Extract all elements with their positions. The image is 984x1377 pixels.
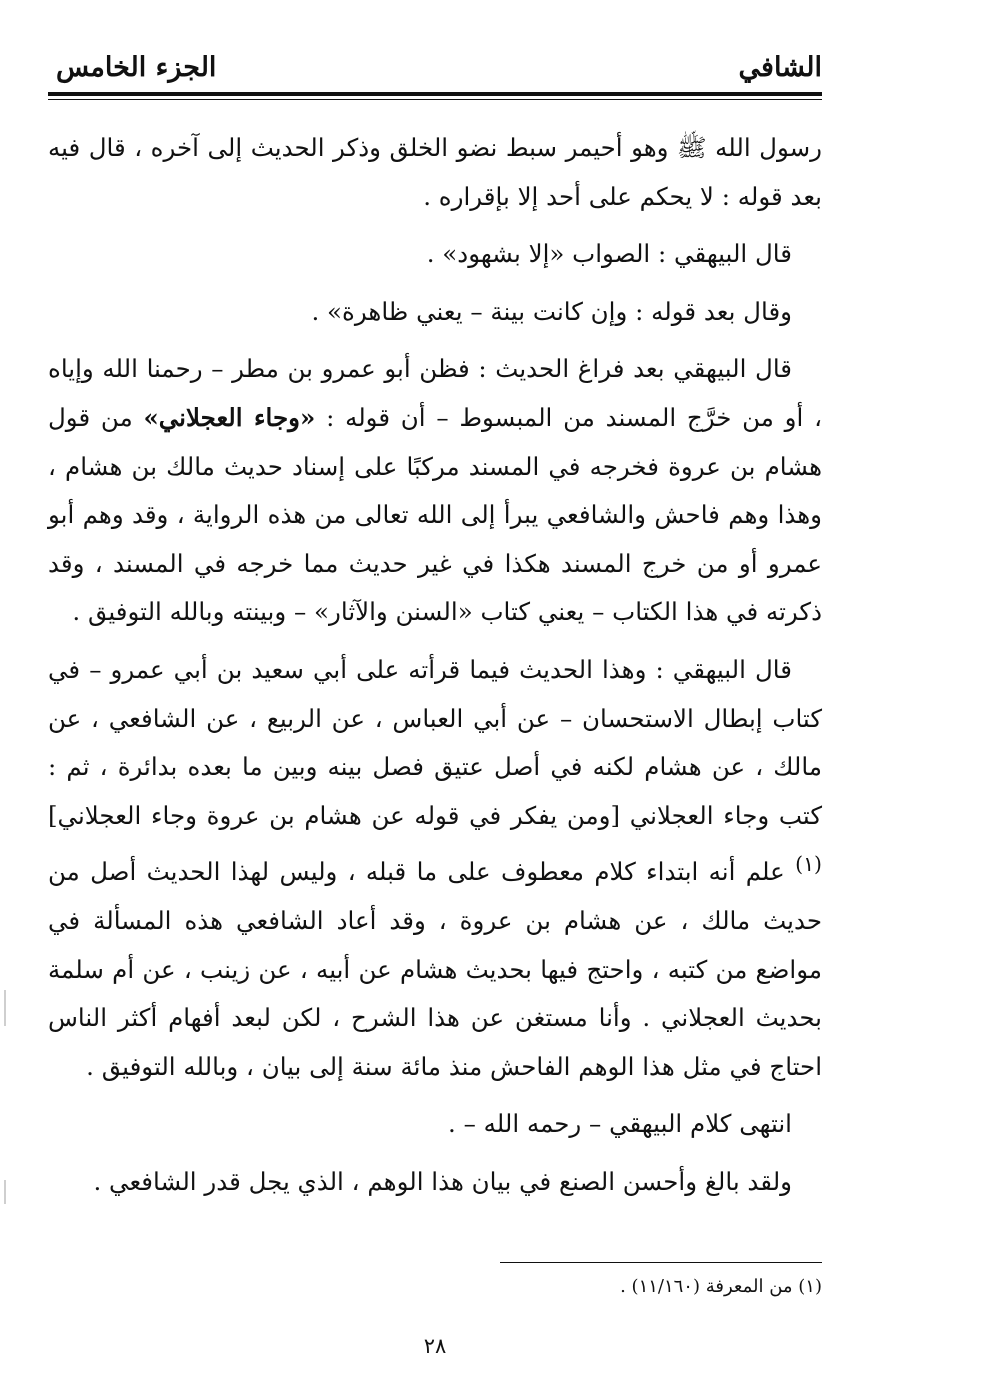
paragraph-2 [48,230,822,279]
footnote-marker: (١) [795,852,822,877]
footnote: (١) من المعرفة (١١/١٦٠) . [620,1276,822,1297]
paragraph-6 [48,1100,822,1149]
paragraph-4-text-start: قال البيهقي بعد فراغ الحديث : فظن أبو عمرو بن مطر – رحمنا الله وإياه ، أو من خرَّج المسند من المبسوط – أن قوله : [48,354,822,432]
scan-margin-mark [4,1180,6,1204]
paragraph-5 [48,646,822,1092]
paragraph-3-text: وقال بعد قوله : وإن كانت بينة – يعني ظاهرة» . [311,296,792,326]
paragraph-1 [48,124,822,221]
paragraph-4-text-end: من قول هشام بن عروة فخرجه في المسند مركبًا على إسناد حديث مالك بن هشام ، وهذا وهم فاحش والشافعي يبرأ إلى الله تعالى من هذه الرواية ، وقد وهم أبو عمرو أو من خرج المسند هكذا في غير حديث مما خرجه في المسند ، وقد ذكرته في هذا الكتاب – يعني كتاب «السنن والآثار» – وبينته وبالله التوفيق . [48,402,822,627]
footnote-separator [500,1262,822,1263]
paragraph-7 [48,1158,822,1207]
book-page [48,40,822,1370]
paragraph-1-text: رسول الله ﷺ وهو أحيمر سبط نضو الخلق وذكر الحديث إلى آخره ، قال فيه بعد قوله : لا يحكم على أحد إلا بإقراره . [48,133,822,211]
volume-label: الجزء الخامس [56,52,217,83]
page-header [48,40,822,94]
paragraph-4 [48,345,822,637]
paragraph-2-text: قال البيهقي : الصواب «إلا بشهود» . [426,239,792,269]
paragraph-4-bold-quote: «وجاء العجلاني» [143,402,316,432]
paragraph-5-text-end: علم أنه ابتداء كلام معطوف على ما قبله ، وليس لهذا الحديث أصل من حديث مالك ، عن هشام بن عروة ، وقد أعاد الشافعي هذه المسألة في مواضع من كتبه ، واحتج فيها بحديث هشام عن أبيه ، عن زينب ، عن أم سلمة بحديث العجلاني . وأنا مستغن عن هذا الشرح ، لكن لبعد أفهام أكثر الناس احتاج في مثل هذا الوهم الفاحش منذ مائة سنة إلى بيان ، وبالله التوفيق . [48,857,822,1081]
scan-margin-mark [4,990,6,1026]
header-rule-thick [48,92,822,96]
paragraph-3 [48,288,822,337]
paragraph-7-text: ولقد بالغ وأحسن الصنع في بيان هذا الوهم ، الذي يجل قدر الشافعي . [93,1167,792,1197]
paragraph-5-text-start: قال البيهقي : وهذا الحديث فيما قرأته على أبي سعيد بن أبي عمرو – في كتاب إبطال الاستحسان – عن أبي العباس ، عن الربيع ، عن الشافعي ، عن مالك ، عن هشام لكنه في أصل عتيق فصل بينه وبين ما بعده بدائرة ، ثم : كتب وجاء العجلاني [ومن يفكر في قوله عن هشام بن عروة وجاء العجلاني] [48,654,822,830]
page-body [48,124,822,1216]
page-number: ٢٨ [423,1334,447,1358]
paragraph-6-text: انتهى كلام البيهقي – رحمه الله – . [448,1109,792,1139]
book-title: الشافي [738,52,822,83]
header-rule-thin [48,99,822,100]
